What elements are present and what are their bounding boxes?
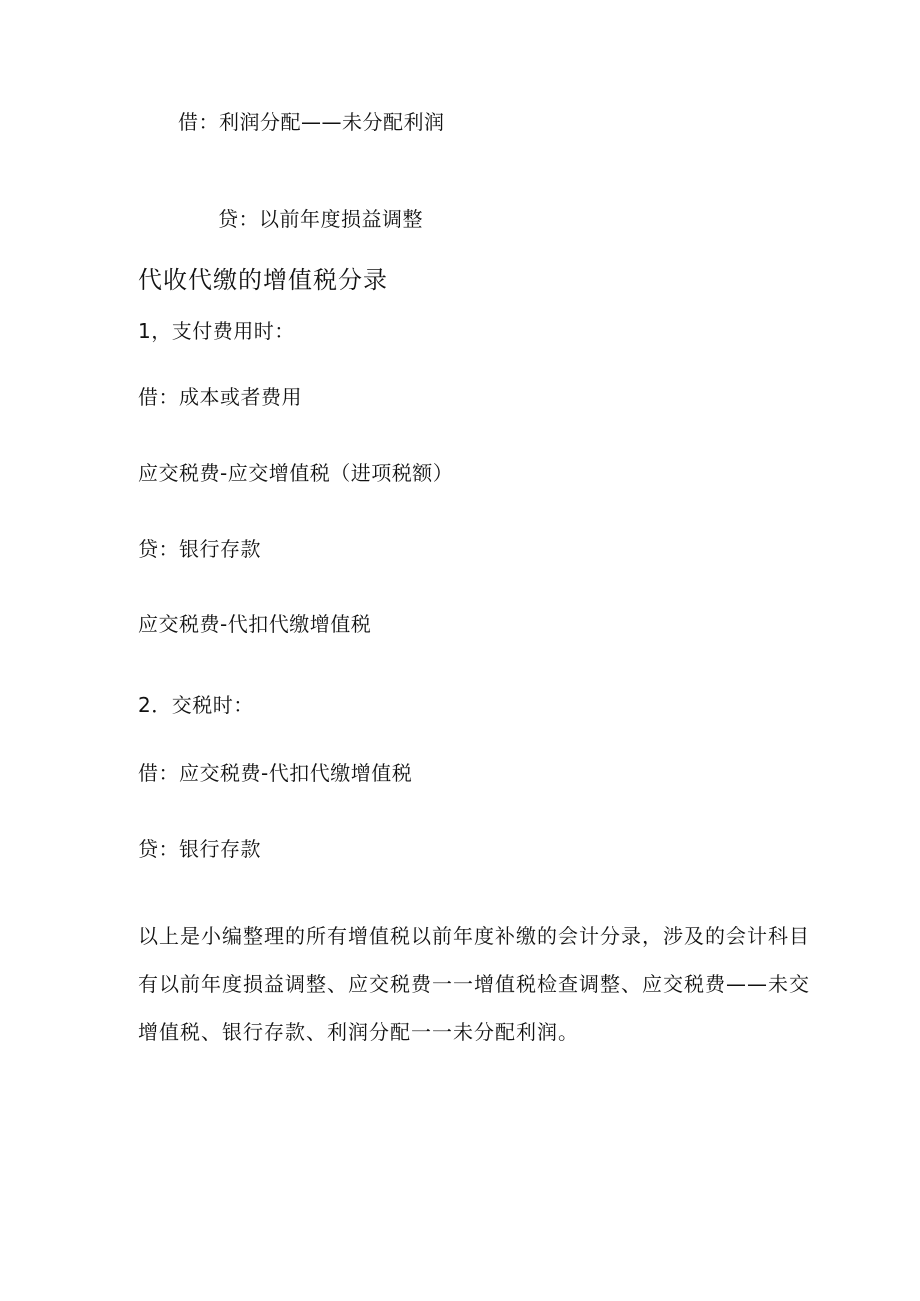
summary-line-1: 以上是小编整理的所有增值税以前年度补缴的会计分录，涉及的会计科目 bbox=[138, 924, 810, 948]
step1-credit-line-2: 应交税费-代扣代缴增值税 bbox=[138, 612, 372, 636]
step1-credit-line: 贷：银行存款 bbox=[138, 537, 261, 561]
summary-line-2: 有以前年度损益调整、应交税费一一增值税检查调整、应交税费——未交 bbox=[138, 972, 810, 996]
step2-title: 2．交税时： bbox=[138, 693, 254, 717]
summary-line-3: 增值税、银行存款、利润分配一一未分配利润。 bbox=[138, 1020, 579, 1044]
entry-debit-profit-distribution: 借：利润分配——未分配利润 bbox=[178, 110, 445, 134]
step1-debit-line-2: 应交税费-应交增值税（进项税额） bbox=[138, 461, 454, 485]
section-heading: 代收代缴的增值税分录 bbox=[138, 266, 388, 294]
step2-debit-line: 借：应交税费-代扣代缴增值税 bbox=[138, 761, 413, 785]
entry-credit-prior-year-adjustment: 贷：以前年度损益调整 bbox=[218, 207, 423, 231]
step2-credit-line: 贷：银行存款 bbox=[138, 837, 261, 861]
step1-debit-line: 借：成本或者费用 bbox=[138, 385, 302, 409]
step1-title: 1，支付费用时： bbox=[138, 319, 295, 343]
summary-paragraph bbox=[138, 912, 810, 1056]
